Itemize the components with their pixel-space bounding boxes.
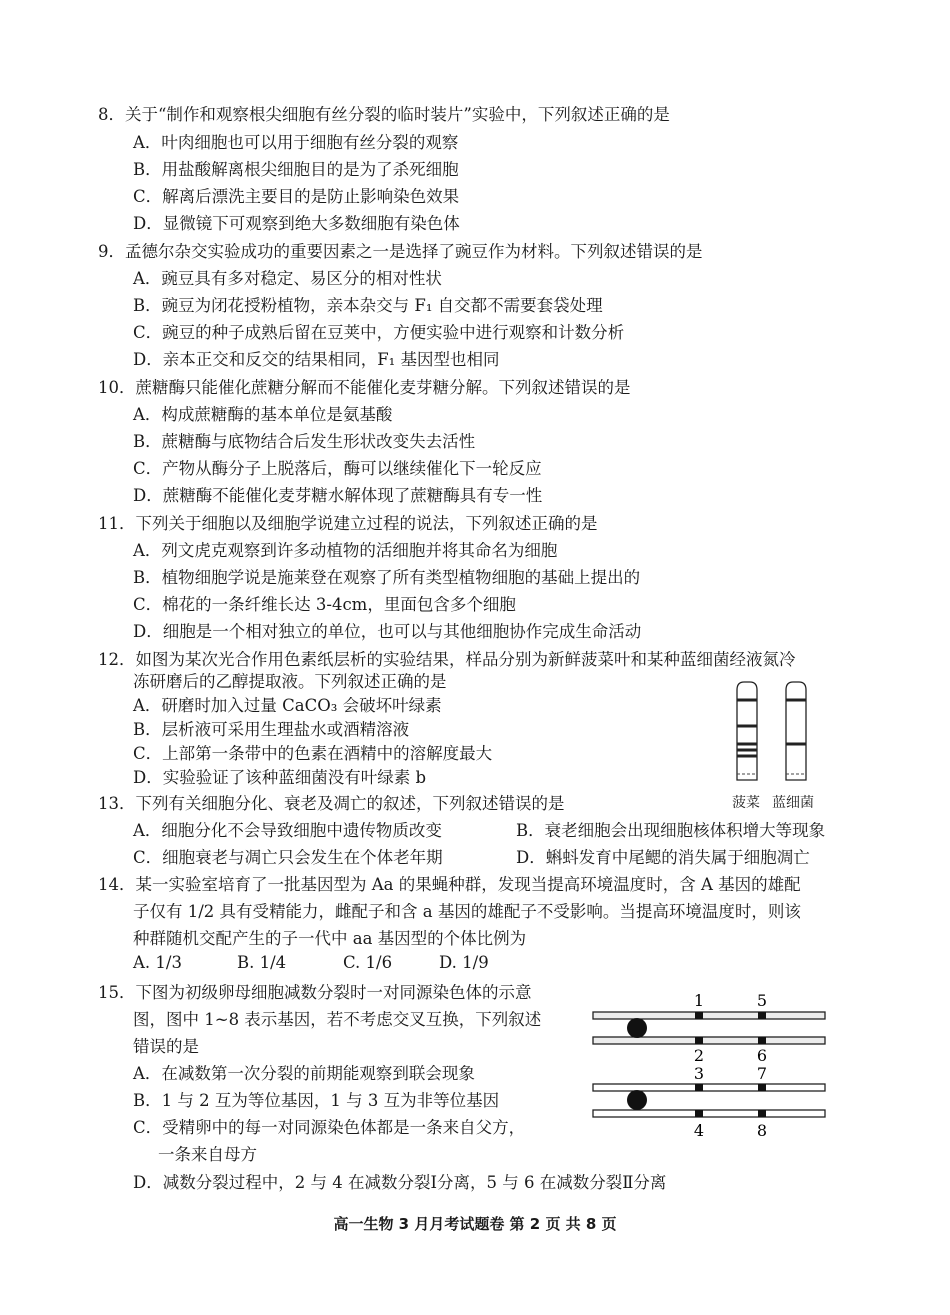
question-11-option-b: B．植物细胞学说是施莱登在观察了所有类型植物细胞的基础上提出的: [133, 568, 641, 587]
question-15-option-b: B．1 与 2 互为等位基因，1 与 3 互为非等位基因: [133, 1091, 500, 1110]
gene-label-7: 7: [756, 1064, 768, 1083]
question-12-option-a: A．研磨时加入过量 CaCO₃ 会破坏叶绿素: [133, 696, 442, 715]
question-15-option-a: A．在减数第一次分裂的前期能观察到联会现象: [133, 1064, 475, 1083]
question-15-stem-line2: 图，图中 1~8 表示基因，若不考虑交叉互换，下列叙述: [133, 1010, 542, 1029]
question-13-option-d: D．蝌蚪发育中尾鳃的消失属于细胞凋亡: [516, 848, 810, 867]
cyanobacteria-label: 蓝细菌: [772, 795, 814, 811]
question-12-option-c: C．上部第一条带中的色素在酒精中的溶解度最大: [133, 744, 493, 763]
question-9-option-b: B．豌豆为闭花授粉植物，亲本杂交与 F₁ 自交都不需要套袋处理: [133, 296, 603, 315]
gene-label-1: 1: [693, 991, 705, 1010]
question-12-option-d: D．实验验证了该种蓝细菌没有叶绿素 b: [133, 768, 427, 787]
question-10-option-d: D．蔗糖酶不能催化麦芽糖水解体现了蔗糖酶具有专一性: [133, 486, 543, 505]
question-14-stem-line2: 子仅有 1/2 具有受精能力，雌配子和含 a 基因的雄配子不受影响。当提高环境温度时，则该: [133, 902, 801, 921]
question-13-option-b: B．衰老细胞会出现细胞核体积增大等现象: [516, 821, 826, 840]
gene-label-6: 6: [756, 1046, 768, 1065]
question-11-option-d: D．细胞是一个相对独立的单位，也可以与其他细胞协作完成生命活动: [133, 622, 642, 641]
question-12-stem-line1: 12．如图为某次光合作用色素纸层析的实验结果，样品分别为新鲜菠菜叶和某种蓝细菌经液氮冷: [98, 650, 796, 669]
question-11-option-a: A．列文虎克观察到许多动植物的活细胞并将其命名为细胞: [133, 541, 558, 560]
gene-label-4: 4: [693, 1121, 705, 1140]
spinach-label: 菠菜: [732, 795, 760, 811]
question-10-stem: 10．蔗糖酶只能催化蔗糖分解而不能催化麦芽糖分解。下列叙述错误的是: [98, 378, 631, 397]
homologous-chromosome-diagram: [588, 988, 830, 1144]
question-14-option-a: A. 1/3: [133, 953, 182, 972]
chromosome-pair-top: [593, 1012, 825, 1044]
question-8-option-b: B．用盐酸解离根尖细胞目的是为了杀死细胞: [133, 160, 459, 179]
question-10-option-a: A．构成蔗糖酶的基本单位是氨基酸: [133, 405, 393, 424]
question-14-option-c: C. 1/6: [343, 953, 393, 972]
question-15-stem-line3: 错误的是: [133, 1037, 199, 1056]
question-12-option-b: B．层析液可采用生理盐水或酒精溶液: [133, 720, 410, 739]
question-13-option-c: C．细胞衰老与凋亡只会发生在个体老年期: [133, 848, 443, 867]
question-12-stem-line2: 冻研磨后的乙醇提取液。下列叙述正确的是: [133, 672, 447, 691]
question-11-stem: 11．下列关于细胞以及细胞学说建立过程的说法，下列叙述正确的是: [98, 514, 598, 533]
question-11-option-c: C．棉花的一条纤维长达 3-4cm，里面包含多个细胞: [133, 595, 516, 614]
gene-label-2: 2: [693, 1046, 705, 1065]
question-8-stem: 8．关于“制作和观察根尖细胞有丝分裂的临时装片”实验中，下列叙述正确的是: [98, 105, 670, 124]
question-8-option-c: C．解离后漂洗主要目的是防止影响染色效果: [133, 187, 460, 206]
question-15-option-c: C．受精卵中的每一对同源染色体都是一条来自父方，: [133, 1118, 526, 1137]
question-13-option-a: A．细胞分化不会导致细胞中遗传物质改变: [133, 821, 442, 840]
cyanobacteria-strip: [786, 682, 806, 780]
question-14-option-b: B. 1/4: [237, 953, 287, 972]
question-15-stem-line1: 15．下图为初级卵母细胞减数分裂时一对同源染色体的示意: [98, 983, 532, 1002]
spinach-strip: [737, 682, 757, 780]
page-footer: 高一生物 3 月月考试题卷 第 2 页 共 8 页: [333, 1215, 617, 1233]
question-15-option-d: D．减数分裂过程中，2 与 4 在减数分裂Ⅰ分离，5 与 6 在减数分裂Ⅱ分离: [133, 1173, 667, 1192]
question-13-stem: 13．下列有关细胞分化、衰老及凋亡的叙述，下列叙述错误的是: [98, 794, 565, 813]
question-9-option-d: D．亲本正交和反交的结果相同，F₁ 基因型也相同: [133, 350, 500, 369]
question-10-option-c: C．产物从酶分子上脱落后，酶可以继续催化下一轮反应: [133, 459, 542, 478]
chromatography-figure: [728, 676, 818, 786]
question-15-option-c-cont: 一条来自母方: [158, 1145, 257, 1164]
gene-label-5: 5: [756, 991, 768, 1010]
gene-label-3: 3: [693, 1064, 705, 1083]
question-14-stem-line3: 种群随机交配产生的子一代中 aa 基因型的个体比例为: [133, 929, 527, 948]
question-9-stem: 9．孟德尔杂交实验成功的重要因素之一是选择了豌豆作为材料。下列叙述错误的是: [98, 242, 703, 261]
question-14-option-d: D. 1/9: [439, 953, 489, 972]
question-10-option-b: B．蔗糖酶与底物结合后发生形状改变失去活性: [133, 432, 476, 451]
question-8-option-d: D．显微镜下可观察到绝大多数细胞有染色体: [133, 214, 460, 233]
chromosome-pair-bottom: [593, 1084, 825, 1117]
question-14-stem-line1: 14．某一实验室培育了一批基因型为 Aa 的果蝇种群，发现当提高环境温度时，含 A 基因的雄配: [98, 875, 801, 894]
question-8-option-a: A．叶肉细胞也可以用于细胞有丝分裂的观察: [133, 133, 459, 152]
gene-label-8: 8: [756, 1121, 768, 1140]
question-9-option-a: A．豌豆具有多对稳定、易区分的相对性状: [133, 269, 442, 288]
question-9-option-c: C．豌豆的种子成熟后留在豆荚中，方便实验中进行观察和计数分析: [133, 323, 625, 342]
